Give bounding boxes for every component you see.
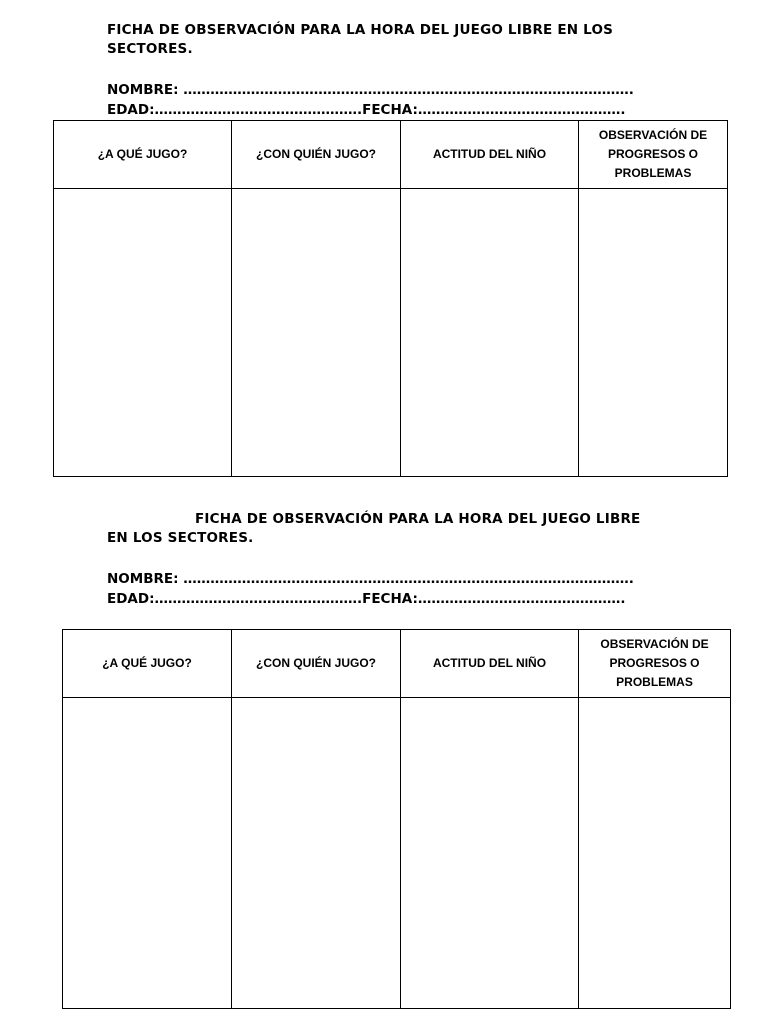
column-header-observacion: OBSERVACIÓN DE PROGRESOS O PROBLEMAS [579,121,728,189]
column-header-actitud-del-nino: ACTITUD DEL NIÑO [401,121,579,189]
form-title: FICHA DE OBSERVACIÓN PARA LA HORA DEL JUEGO LIBRE EN LOS SECTORES. [107,22,614,57]
edad-fecha-field-line: EDAD:……………………………………….FECHA:………………………………………. [107,591,626,607]
table-cell[interactable] [401,698,579,1009]
form-title-line-2: EN LOS SECTORES. [107,530,254,546]
column-header-a-que-jugo: ¿A QUÉ JUGO? [63,630,232,698]
nombre-field-line: NOMBRE: ………………………………………………………………………………………. [107,571,634,587]
column-header-a-que-jugo: ¿A QUÉ JUGO? [54,121,232,189]
table-header-row [63,630,731,698]
table-cell[interactable] [232,189,401,477]
observation-table [53,120,728,477]
observation-table [62,629,731,1009]
table-cell[interactable] [401,189,579,477]
table-cell[interactable] [54,189,232,477]
table-row [63,698,731,1009]
column-header-con-quien-jugo: ¿CON QUIÉN JUGO? [232,630,401,698]
table-cell[interactable] [579,189,728,477]
table-cell[interactable] [579,698,731,1009]
edad-fecha-field-line: EDAD:……………………………………….FECHA:………………………………………. [107,102,626,118]
table-header-row [54,121,728,189]
nombre-field-line: NOMBRE: ………………………………………………………………………………………. [107,82,634,98]
table-cell[interactable] [232,698,401,1009]
column-header-con-quien-jugo: ¿CON QUIÉN JUGO? [232,121,401,189]
column-header-observacion: OBSERVACIÓN DE PROGRESOS O PROBLEMAS [579,630,731,698]
form-title-line-1: FICHA DE OBSERVACIÓN PARA LA HORA DEL JUEGO LIBRE [195,511,641,527]
column-header-actitud-del-nino: ACTITUD DEL NIÑO [401,630,579,698]
table-row [54,189,728,477]
table-cell[interactable] [63,698,232,1009]
